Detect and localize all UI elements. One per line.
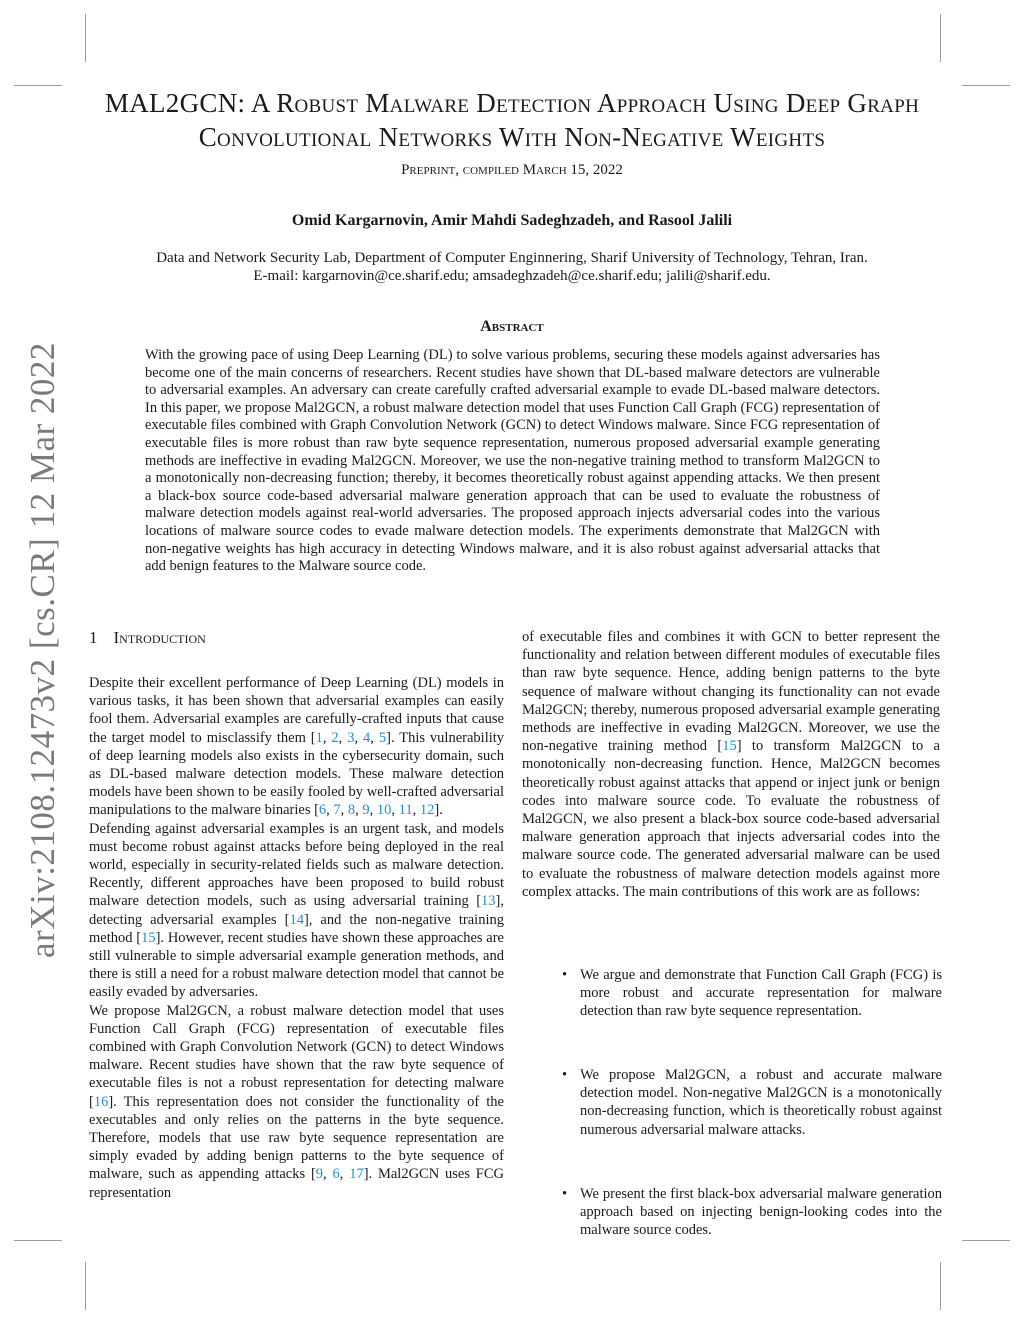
citation-link[interactable]: 9 (362, 802, 370, 819)
bullet-icon: • (562, 1186, 568, 1202)
paragraph-2: Defending against adversarial examples is an urgent task, and models must become robust against attacks before being deployed in the real world, especially in security-related fields such as malware detection. Recently, different approaches have been proposed to build robust malware detection models, such as using adversarial training [13], detecting adversarial examples [14], and the non-negative training method [15]. However, recent studies have shown these approaches are still vulnerable to simple adversarial example generation methods, and there is still a need for a robust malware detection model that cannot be easily evaded by adversaries. (89, 820, 504, 1001)
bullet-icon: • (562, 967, 568, 983)
crop-mark-bottom-right-h (962, 1240, 1010, 1241)
citation-link[interactable]: 4 (363, 729, 371, 746)
section-number: 1 (89, 628, 98, 647)
citation-link[interactable]: 1 (315, 729, 323, 746)
citation-link[interactable]: 14 (289, 911, 304, 928)
affiliation-line: Data and Network Security Lab, Department of Computer Enginnering, Sharif University of Technology, Tehran, Iran. (156, 250, 868, 266)
crop-mark-bottom-left (85, 1262, 86, 1310)
citation-link[interactable]: 3 (347, 729, 355, 746)
citation-link[interactable]: 10 (376, 802, 392, 819)
preprint-date: 15, 2022 (570, 162, 623, 178)
citation-link[interactable]: 15 (722, 738, 737, 755)
email-line: E-mail: kargarnovin@ce.sharif.edu; amsadeghzadeh@ce.sharif.edu; jalili@sharif.edu. (253, 268, 771, 284)
crop-mark-top-right-h (962, 85, 1010, 86)
crop-mark-bottom-right (940, 1262, 941, 1310)
citation-link[interactable]: 15 (141, 929, 156, 946)
paragraph-4: of executable files and combines it with GCN to better represent the functionality and relation between different modules of executable files than raw byte sequence. Hence, adding benign patterns to the byte sequence of malware without changing its functionality can not evade Mal2GCN; thereby, numerous proposed adversarial example generating methods are ineffective in evading Mal2GCN. Moreover, we use the non-negative training method [15] to transform Mal2GCN to a monotonically non-decreasing function. Hence, Mal2GCN becomes theoretically robust against attacks that append or inject junk or benign codes into malware source code. To evaluate the robustness of Mal2GCN, we also present a black-box source code-based adversarial malware generation approach that injects adversarial codes into the malware source code. The generated adversarial malware can be used to evaluate the robustness of malware detection models against more complex attacks. The main contributions of this work are as follows: (522, 629, 940, 900)
left-column (89, 674, 504, 1202)
abstract-text: With the growing pace of using Deep Learning (DL) to solve various problems, securing these models against adversaries has become one of the main concerns of researchers. Recent studies have shown that DL-based malware detectors are vulnerable to adversarial examples. An adversary can create carefully crafted adversarial example to evade DL-based malware detectors. In this paper, we propose Mal2GCN, a robust malware detection model that uses Function Call Graph (FCG) representation of executable files combined with Graph Convolution Network (GCN) to detect Windows malware. Since FCG representation of executable files is more robust than raw byte sequence representation, numerous proposed adversarial example generating methods are ineffective in evading Mal2GCN. Moreover, we use the non-negative training method to transform Mal2GCN to a monotonically non-decreasing function; thereby, it becomes theoretically robust against appending attacks. We then present a black-box source code-based adversarial malware generation approach that can be used to evaluate the robustness of malware detection models against real-world adversaries. The proposed approach injects adversarial codes into the various locations of malware source codes to evade malware detection models. The experiments demonstrate that Mal2GCN with non-negative weights has high accuracy in detecting Windows malware, and it is also robust against adversarial attacks that add benign features to the Malware source code. (145, 347, 880, 575)
preprint-line (80, 160, 944, 180)
citation-link[interactable]: 6 (332, 1166, 340, 1183)
list-item: • We present the first black-box adversarial malware generation approach based on injecting benign-looking codes into the malware source codes. (562, 1186, 942, 1239)
paragraph-1: Despite their excellent performance of Deep Learning (DL) models in various tasks, it has been shown that adversarial examples can easily fool them. Adversarial examples are carefully-crafted inputs that cause the target model to misclassify them [1, 2, 3, 4, 5]. This vulnerability of deep learning models also exists in the cybersecurity domain, such as DL-based malware detection models. These malware detection models have been shown to be easily fooled by well-crafted adversarial manipulations to the malware binaries [6, 7, 8, 9, 10, 11, 12]. (89, 675, 505, 819)
affiliation (80, 249, 944, 285)
citation-link[interactable]: 6 (318, 802, 327, 819)
list-item: • We argue and demonstrate that Function Call Graph (FCG) is more robust and accurate representation for malware detection than raw byte sequence representation. (562, 967, 942, 1020)
citation-link[interactable]: 17 (349, 1166, 364, 1183)
crop-mark-bottom-left-h (14, 1240, 62, 1241)
authors: Omid Kargarnovin, Amir Mahdi Sadeghzadeh, and Rasool Jalili (291, 212, 733, 229)
citation-link[interactable]: 12 (419, 802, 435, 819)
citation-link[interactable]: 13 (481, 893, 496, 910)
section-title: Introduction (113, 628, 206, 647)
paper-title (80, 86, 944, 154)
crop-mark-top-left-h (14, 85, 62, 86)
citation-link[interactable]: 16 (93, 1093, 109, 1110)
preprint-label: Preprint, compiled March (401, 162, 567, 178)
title-line-1: MAL2GCN: A Robust Malware Detection Approach Using Deep Graph (104, 88, 920, 118)
citation-link[interactable]: 7 (333, 802, 341, 819)
citation-link[interactable]: 8 (347, 802, 356, 819)
citation-link[interactable]: 11 (398, 802, 413, 819)
citation-link[interactable]: 5 (378, 729, 387, 746)
bullet-icon: • (562, 1067, 568, 1083)
abstract-heading: Abstract (480, 318, 544, 335)
citation-link[interactable]: 2 (331, 729, 339, 746)
crop-mark-top-right (940, 14, 941, 62)
arxiv-identifier: arXiv:2108.12473v2 [cs.CR] 12 Mar 2022 (23, 342, 62, 958)
citation-link[interactable]: 9 (315, 1166, 324, 1183)
list-item: • We propose Mal2GCN, a robust and accurate malware detection model. Non-negative Mal2GCN is a monotonically non-decreasing function, which is theoretically robust against numerous adversarial malware attacks. (562, 1067, 942, 1138)
paragraph-3: We propose Mal2GCN, a robust malware detection model that uses Function Call Graph (FCG) representation of executable files combined with Graph Convolution Network (GCN) to detect Windows malware. Recent studies have shown that the raw byte sequence of executable files is not a robust representation for detecting malware [16]. This representation does not consider the functionality of the executables and only relies on the patterns in the byte sequence. Therefore, models that use raw byte sequence representation are simply evaded by adding benign patterns to the byte sequence of malware, such as appending attacks [9, 6, 17]. Mal2GCN uses FCG representation (89, 1002, 505, 1201)
title-line-2: Convolutional Networks With Non-Negative Weights (198, 122, 826, 152)
crop-mark-top-left (85, 14, 86, 62)
section-heading (89, 628, 206, 648)
right-column (522, 628, 940, 901)
